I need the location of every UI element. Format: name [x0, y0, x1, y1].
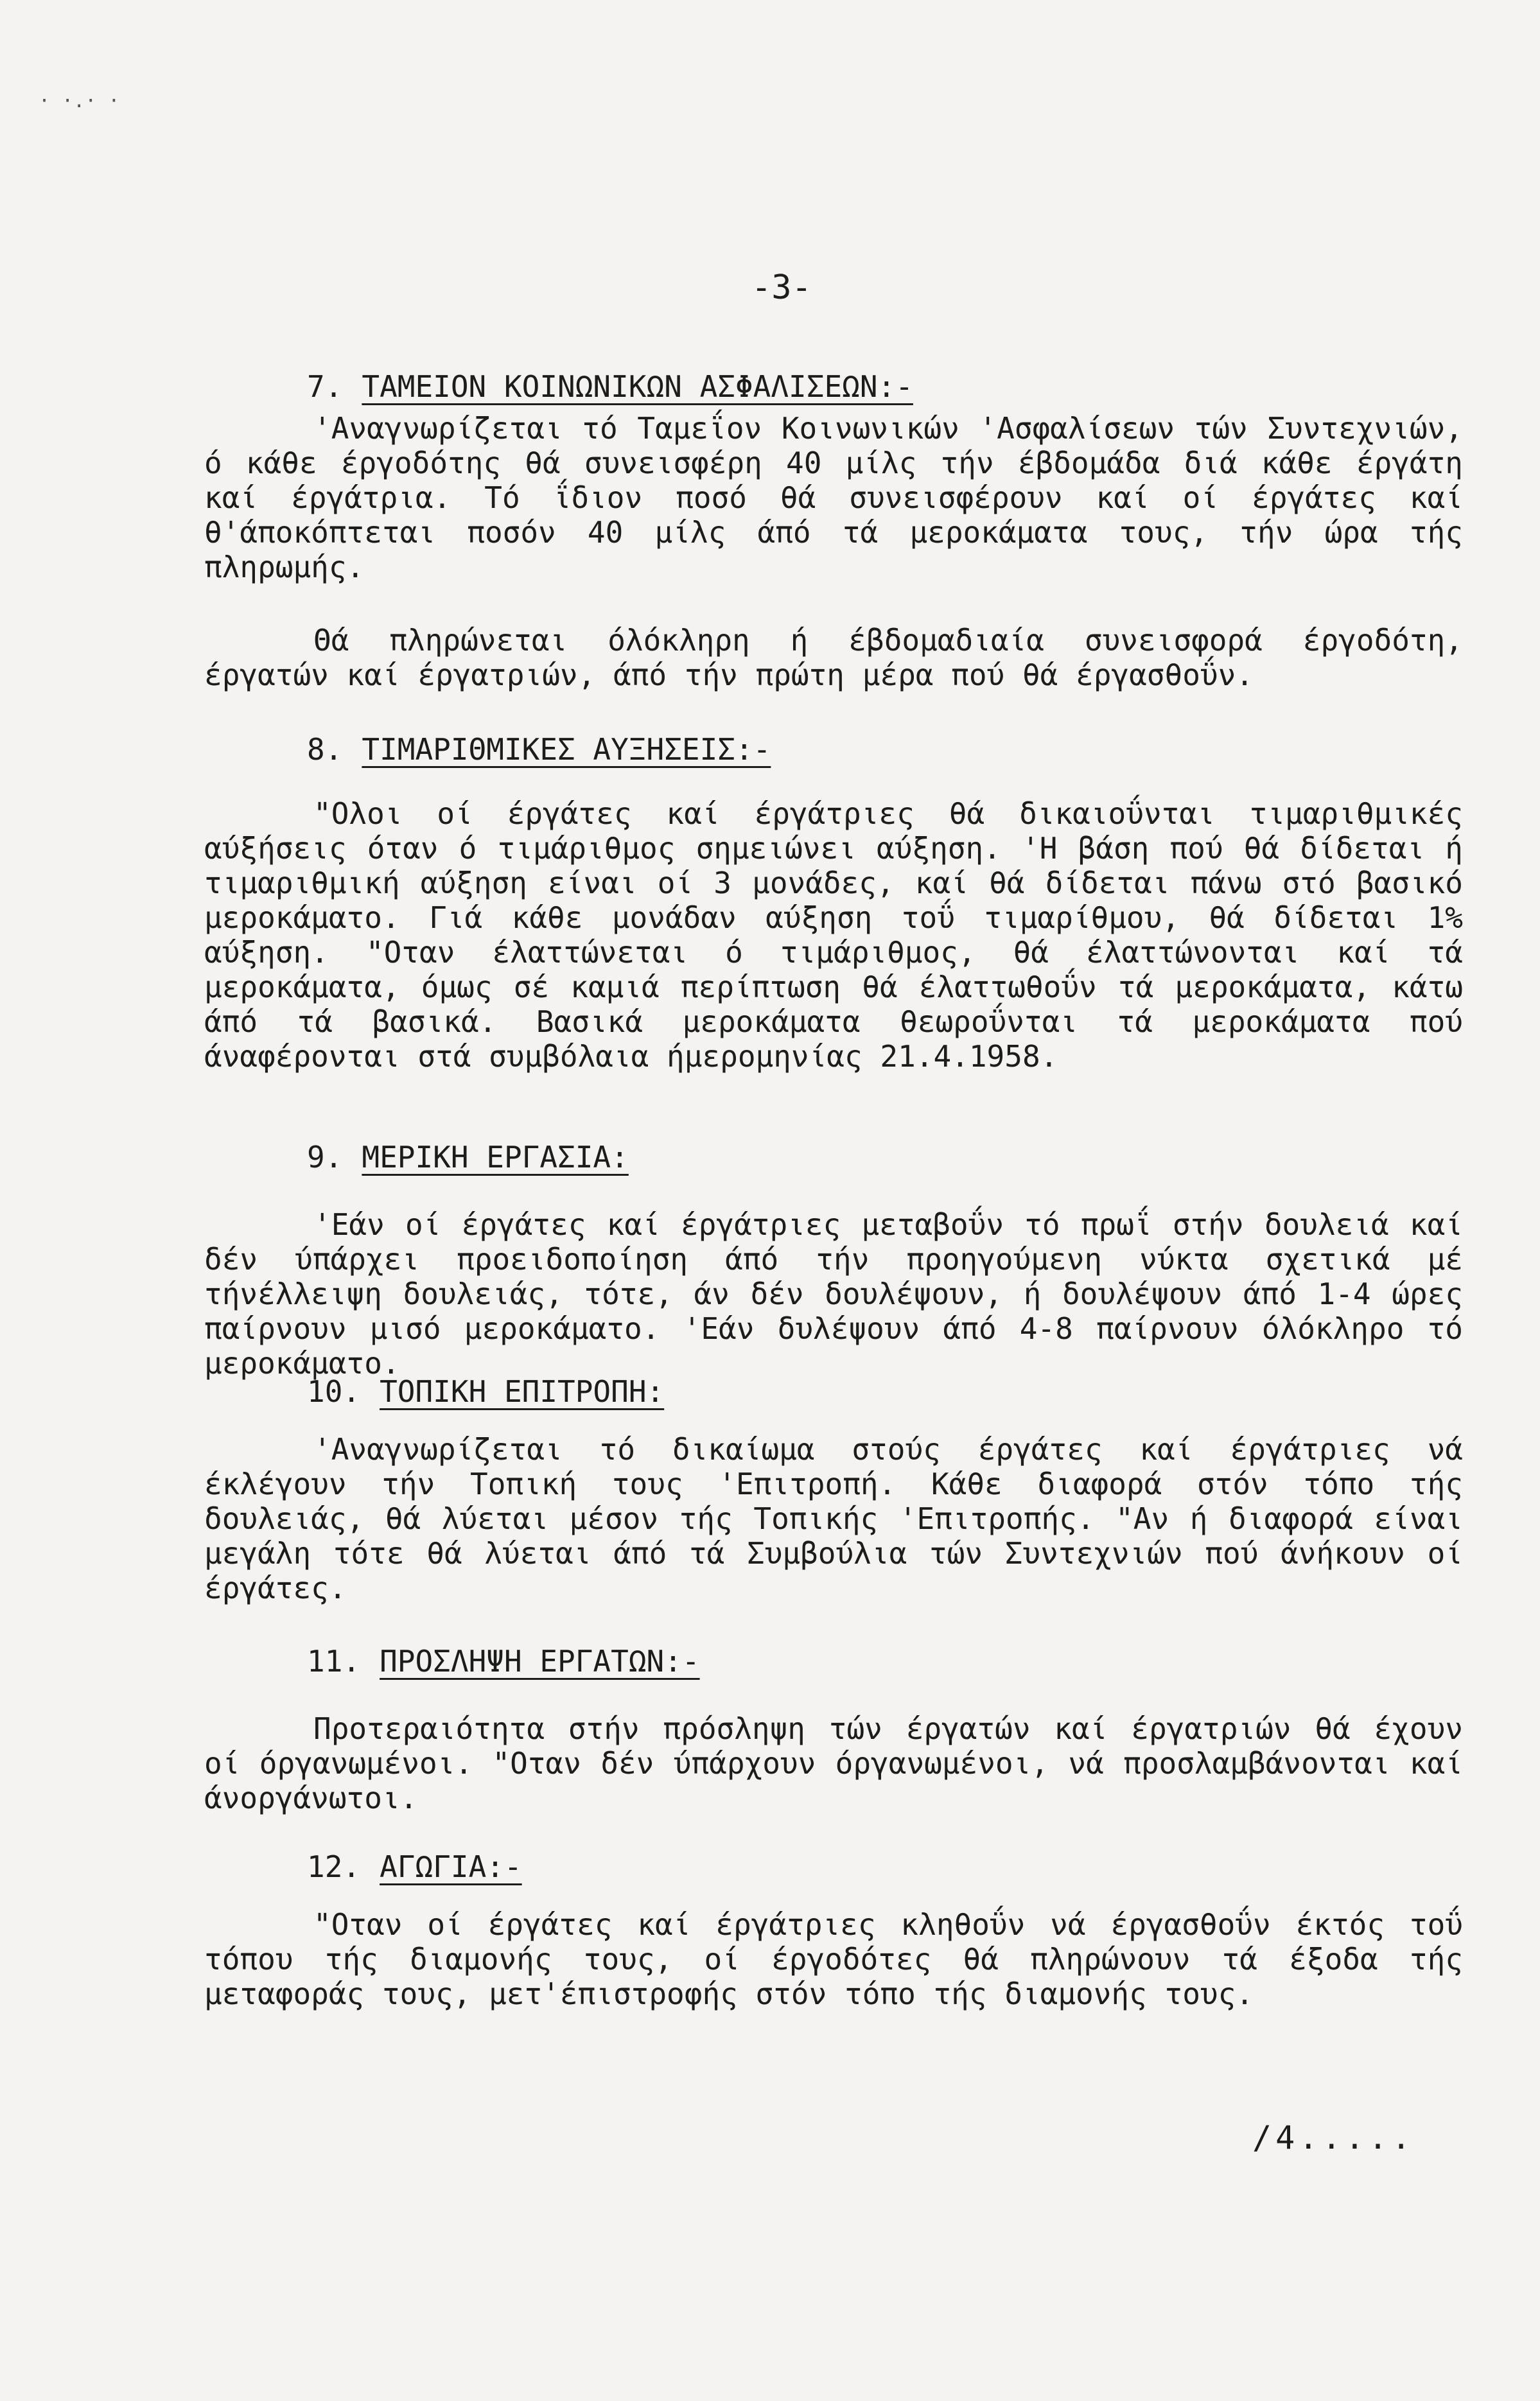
section-7-heading [307, 369, 913, 404]
section-title: ΜΕΡΙΚΗ ΕΡΓΑΣΙΑ: [362, 1140, 629, 1174]
scan-specks: · ·.· · [39, 90, 120, 112]
section-12-paragraph-1: "Οταν οί έργάτες καί έργάτριες κληθοΰν νά έργασθοΰν έκτός τοΰ τόπου τής διαμονής τους, οί έργοδότες θά πληρώνουν τά έξοδα τής μεταφοράς τους, μετ'έπιστροφής στόν τόπο τής διαμονής τους. [204, 1907, 1463, 2011]
section-number: 11. [307, 1644, 361, 1679]
section-number: 9. [307, 1140, 343, 1174]
section-number: 10. [307, 1374, 361, 1409]
section-11-paragraph-1: Προτεραιότητα στήν πρόσληψη τών έργατών καί έργατριών θά έχουν οί όργανωμένοι. "Οταν δέν ύπάρχουν όργανωμένοι, νά προσλαμβάνονται καί άνοργάνωτοι. [204, 1711, 1463, 1815]
section-7-paragraph-1: 'Αναγνωρίζεται τό Ταμεΐον Κοινωνικών 'Ασφαλίσεων τών Συντεχνιών, ό κάθε έργοδότης θά συνεισφέρη 40 μίλς τήν έβδομάδα διά κάθε έργάτη καί έργάτρια. Τό ΐδιον ποσό θά συνεισφέρουν καί οί έργάτες καί θ'άποκόπτεται ποσόν 40 μίλς άπό τά μεροκάματα τους, τήν ώρα τής πληρωμής. [204, 411, 1463, 584]
section-9-paragraph-1: 'Εάν οί έργάτες καί έργάτριες μεταβοΰν τό πρωΐ στήν δουλειά καί δέν ύπάρχει προειδοποίηση άπό τήν προηγούμενη νύκτα σχετικά μέ τήνέλλειψη δουλειάς, τότε, άν δέν δουλέψουν, ή δουλέψουν άπό 1-4 ώρες παίρνουν μισό μεροκάματο. 'Εάν δυλέψουν άπό 4-8 παίρνουν όλόκληρο τό μεροκάματο. [204, 1207, 1463, 1381]
section-10-paragraph-1: 'Αναγνωρίζεται τό δικαίωμα στούς έργάτες καί έργάτριες νά έκλέγουν τήν Τοπική τους 'Επιτροπή. Κάθε διαφορά στόν τόπο τής δουλειάς, θά λύεται μέσον τής Τοπικής 'Επιτροπής. "Αν ή διαφορά είναι μεγάλη τότε θά λύεται άπό τά Συμβούλια τών Συντεχνιών πού άνήκουν οί έργάτες. [204, 1432, 1463, 1605]
section-11-heading [307, 1644, 700, 1679]
section-number: 7. [307, 369, 343, 404]
section-title: ΤΟΠΙΚΗ ΕΠΙΤΡΟΠΗ: [380, 1374, 665, 1409]
continuation-marker: /4..... [1252, 2119, 1415, 2156]
section-title: ΤΙΜΑΡΙΘΜΙΚΕΣ ΑΥΞΗΣΕΙΣ:- [362, 732, 771, 767]
page-number: -3- [751, 268, 812, 307]
section-10-heading [307, 1374, 664, 1409]
section-8-paragraph-1: "Ολοι οί έργάτες καί έργάτριες θά δικαιοΰνται τιμαριθμικές αύξήσεις όταν ό τιμάριθμος σημειώνει αύξηση. 'Η βάση πού θά δίδεται ή τιμαριθμική αύξηση είναι οί 3 μονάδες, καί θά δίδεται πάνω στό βασικό μεροκάματο. Γιά κάθε μονάδαν αύξηση τοΰ τιμαρίθμου, θά δίδεται 1% αύξηση. "Οταν έλαττώνεται ό τιμάριθμος, θά έλαττώνονται καί τά μεροκάματα, όμως σέ καμιά περίπτωση θά έλαττωθοΰν τά μεροκάματα, κάτω άπό τά βασικά. Βασικά μεροκάματα θεωροΰνται τά μεροκάματα πού άναφέρονται στά συμβόλαια ήμερομηνίας 21.4.1958. [204, 796, 1463, 1074]
section-title: ΤΑΜΕΙΟΝ ΚΟΙΝΩΝΙΚΩΝ ΑΣΦΑΛΙΣΕΩΝ:- [362, 369, 913, 404]
section-8-heading [307, 732, 771, 767]
section-9-heading [307, 1140, 629, 1174]
section-number: 12. [307, 1849, 361, 1884]
section-7-paragraph-2: Θά πληρώνεται όλόκληρη ή έβδομαδιαία συνεισφορά έργοδότη, έργατών καί έργατριών, άπό τήν πρώτη μέρα πού θά έργασθοΰν. [204, 623, 1463, 692]
section-number: 8. [307, 732, 343, 767]
section-12-heading [307, 1849, 522, 1884]
section-title: ΠΡΟΣΛΗΨΗ ΕΡΓΑΤΩΝ:- [380, 1644, 700, 1679]
section-title: ΑΓΩΓΙΑ:- [380, 1849, 522, 1884]
